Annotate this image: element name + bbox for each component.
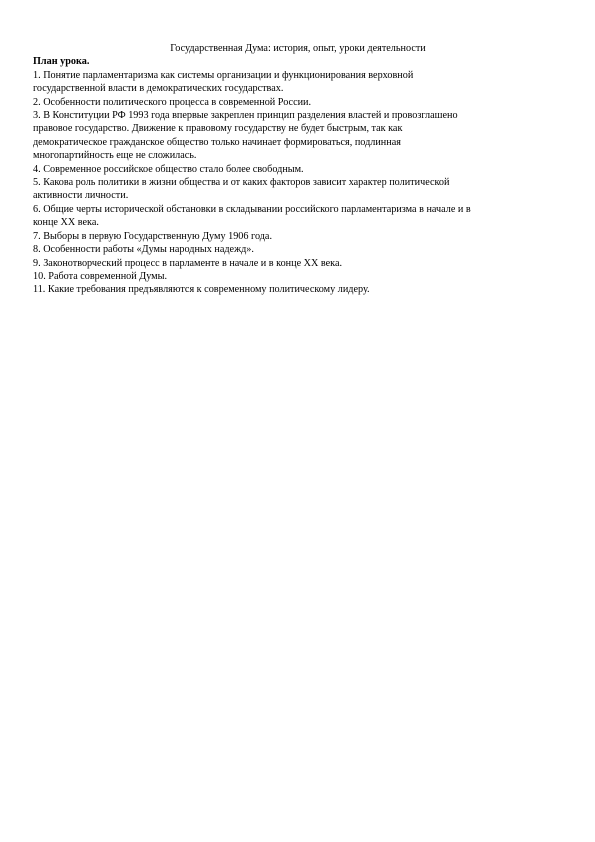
plan-item-6: 6. Общие черты исторической обстановки в складывании российского парламентаризма в начале и в конце XX века. [33,203,471,229]
plan-item-2: 2. Особенности политического процесса в современной России. [33,96,312,108]
plan-item-8: 8. Особенности работы «Думы народных надежд». [33,244,254,256]
lesson-plan-heading: План урока. [33,56,90,68]
plan-item-5: 5. Какова роль политики в жизни общества и от каких факторов зависит характер политической активности личности. [33,177,450,202]
plan-item-10: 10. Работа современной Думы. [33,270,168,282]
lesson-plan-list [33,69,563,297]
plan-item-11: 11. Какие требования предъявляются к современному политическому лидеру. [33,284,370,296]
document-title: Государственная Дума: история, опыт, уроки деятельности [170,43,426,54]
plan-item-3: 3. В Конституции РФ 1993 года впервые закреплен принцип разделения властей и провозглашено правовое государство. Движение к правовому государству не будет быстрым, так как демократическое гражданское общество только начинает формироваться, подлинная многопартийность еще не сложилась. [33,110,458,162]
plan-item-7: 7. Выборы в первую Государственную Думу 1906 года. [33,230,273,242]
plan-item-1: 1. Понятие парламентаризма как системы организации и функционирования верховной государственной власти в демократических государствах. [33,69,414,95]
plan-item-4: 4. Современное российское общество стало более свободным. [33,163,304,175]
document-content [33,42,563,297]
plan-item-9: 9. Законотворческий процесс в парламенте в начале и в конце XX века. [33,257,343,269]
